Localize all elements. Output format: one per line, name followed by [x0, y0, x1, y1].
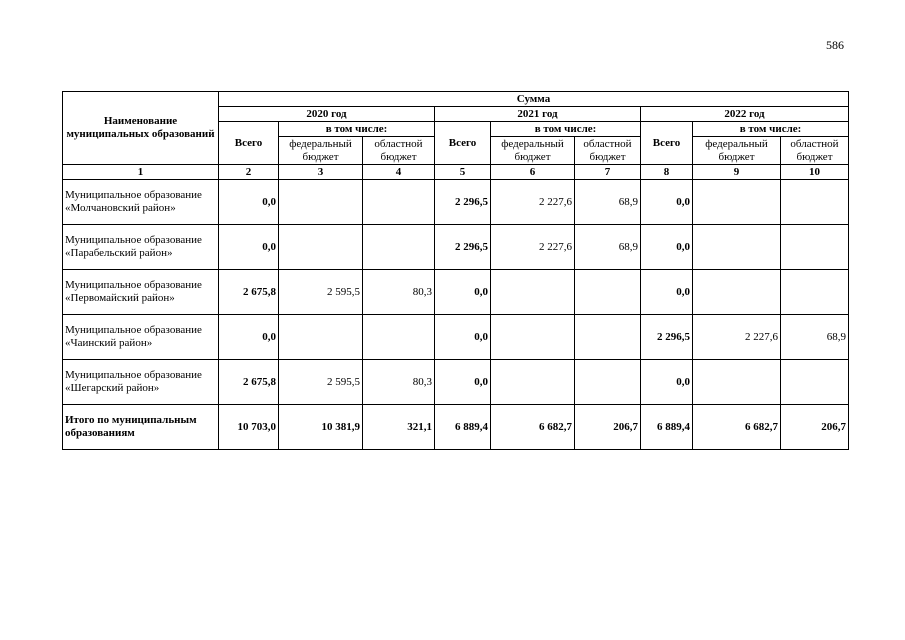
- header-regional-2022: областной бюджет: [781, 137, 849, 165]
- col-number: 4: [363, 165, 435, 180]
- federal-2022: [693, 225, 781, 270]
- table-row: [63, 360, 849, 405]
- total-2022: 0,0: [641, 270, 693, 315]
- federal-2022: 2 227,6: [693, 315, 781, 360]
- municipality-name: Муниципальное образование «Парабельский район»: [63, 225, 219, 270]
- federal-2021: [491, 270, 575, 315]
- regional-2022: [781, 225, 849, 270]
- federal-2021: 2 227,6: [491, 225, 575, 270]
- regional-2022: [781, 360, 849, 405]
- federal-2022: [693, 270, 781, 315]
- regional-2022: [781, 270, 849, 315]
- regional-2020: 80,3: [363, 270, 435, 315]
- federal-2020: [279, 315, 363, 360]
- col-number: 1: [63, 165, 219, 180]
- header-including-2022: в том числе:: [693, 122, 849, 137]
- municipal-funding-table: [62, 91, 849, 450]
- federal-2022: 6 682,7: [693, 405, 781, 450]
- header-year-2022: 2022 год: [641, 107, 849, 122]
- header-federal-2021: федеральный бюджет: [491, 137, 575, 165]
- total-2020: 0,0: [219, 225, 279, 270]
- regional-2021: 206,7: [575, 405, 641, 450]
- federal-2022: [693, 360, 781, 405]
- federal-2020: 2 595,5: [279, 270, 363, 315]
- federal-2020: 2 595,5: [279, 360, 363, 405]
- regional-2021: [575, 315, 641, 360]
- header-total-2022: Всего: [641, 122, 693, 165]
- col-number: 3: [279, 165, 363, 180]
- col-number: 10: [781, 165, 849, 180]
- header-year-2020: 2020 год: [219, 107, 435, 122]
- col-number: 8: [641, 165, 693, 180]
- total-2021: 6 889,4: [435, 405, 491, 450]
- col-number: 6: [491, 165, 575, 180]
- regional-2022: [781, 180, 849, 225]
- regional-2021: [575, 270, 641, 315]
- header-including-2020: в том числе:: [279, 122, 435, 137]
- header-federal-2020: федеральный бюджет: [279, 137, 363, 165]
- table-row: [63, 180, 849, 225]
- regional-2022: 68,9: [781, 315, 849, 360]
- total-2022: 0,0: [641, 180, 693, 225]
- total-2022: 0,0: [641, 360, 693, 405]
- total-2022: 2 296,5: [641, 315, 693, 360]
- header-sum: Сумма: [219, 92, 849, 107]
- regional-2020: 321,1: [363, 405, 435, 450]
- municipality-name: Муниципальное образование «Шегарский район»: [63, 360, 219, 405]
- page-number: 586: [826, 38, 844, 52]
- table-row: [63, 315, 849, 360]
- table-row: [63, 225, 849, 270]
- header-federal-2022: федеральный бюджет: [693, 137, 781, 165]
- municipality-name: Муниципальное образование «Чаинский район»: [63, 315, 219, 360]
- federal-2020: [279, 180, 363, 225]
- regional-2020: [363, 315, 435, 360]
- header-including-2021: в том числе:: [491, 122, 641, 137]
- federal-2021: 2 227,6: [491, 180, 575, 225]
- federal-2022: [693, 180, 781, 225]
- header-total-2021: Всего: [435, 122, 491, 165]
- total-2020: 0,0: [219, 180, 279, 225]
- total-2020: 0,0: [219, 315, 279, 360]
- header-name-column: Наименование муниципальных образований: [63, 92, 219, 165]
- federal-2021: [491, 315, 575, 360]
- col-number: 9: [693, 165, 781, 180]
- total-2022: 0,0: [641, 225, 693, 270]
- total-2020: 10 703,0: [219, 405, 279, 450]
- federal-2021: [491, 360, 575, 405]
- total-2020: 2 675,8: [219, 360, 279, 405]
- col-number: 2: [219, 165, 279, 180]
- regional-2021: 68,9: [575, 225, 641, 270]
- total-2022: 6 889,4: [641, 405, 693, 450]
- regional-2022: 206,7: [781, 405, 849, 450]
- table-row: [63, 270, 849, 315]
- header-year-2021: 2021 год: [435, 107, 641, 122]
- federal-2020: [279, 225, 363, 270]
- header-regional-2020: областной бюджет: [363, 137, 435, 165]
- municipality-name: Муниципальное образование «Первомайский район»: [63, 270, 219, 315]
- regional-2021: 68,9: [575, 180, 641, 225]
- regional-2020: [363, 180, 435, 225]
- col-number: 7: [575, 165, 641, 180]
- regional-2021: [575, 360, 641, 405]
- total-2021: 2 296,5: [435, 225, 491, 270]
- regional-2020: 80,3: [363, 360, 435, 405]
- total-row: [63, 405, 849, 450]
- col-number: 5: [435, 165, 491, 180]
- municipality-name: Муниципальное образование «Молчановский район»: [63, 180, 219, 225]
- column-number-row: [63, 165, 849, 180]
- federal-2020: 10 381,9: [279, 405, 363, 450]
- total-2020: 2 675,8: [219, 270, 279, 315]
- total-2021: 2 296,5: [435, 180, 491, 225]
- total-row-label: Итого по муниципальным образованиям: [63, 405, 219, 450]
- total-2021: 0,0: [435, 315, 491, 360]
- header-total-2020: Всего: [219, 122, 279, 165]
- regional-2020: [363, 225, 435, 270]
- header-regional-2021: областной бюджет: [575, 137, 641, 165]
- total-2021: 0,0: [435, 270, 491, 315]
- total-2021: 0,0: [435, 360, 491, 405]
- federal-2021: 6 682,7: [491, 405, 575, 450]
